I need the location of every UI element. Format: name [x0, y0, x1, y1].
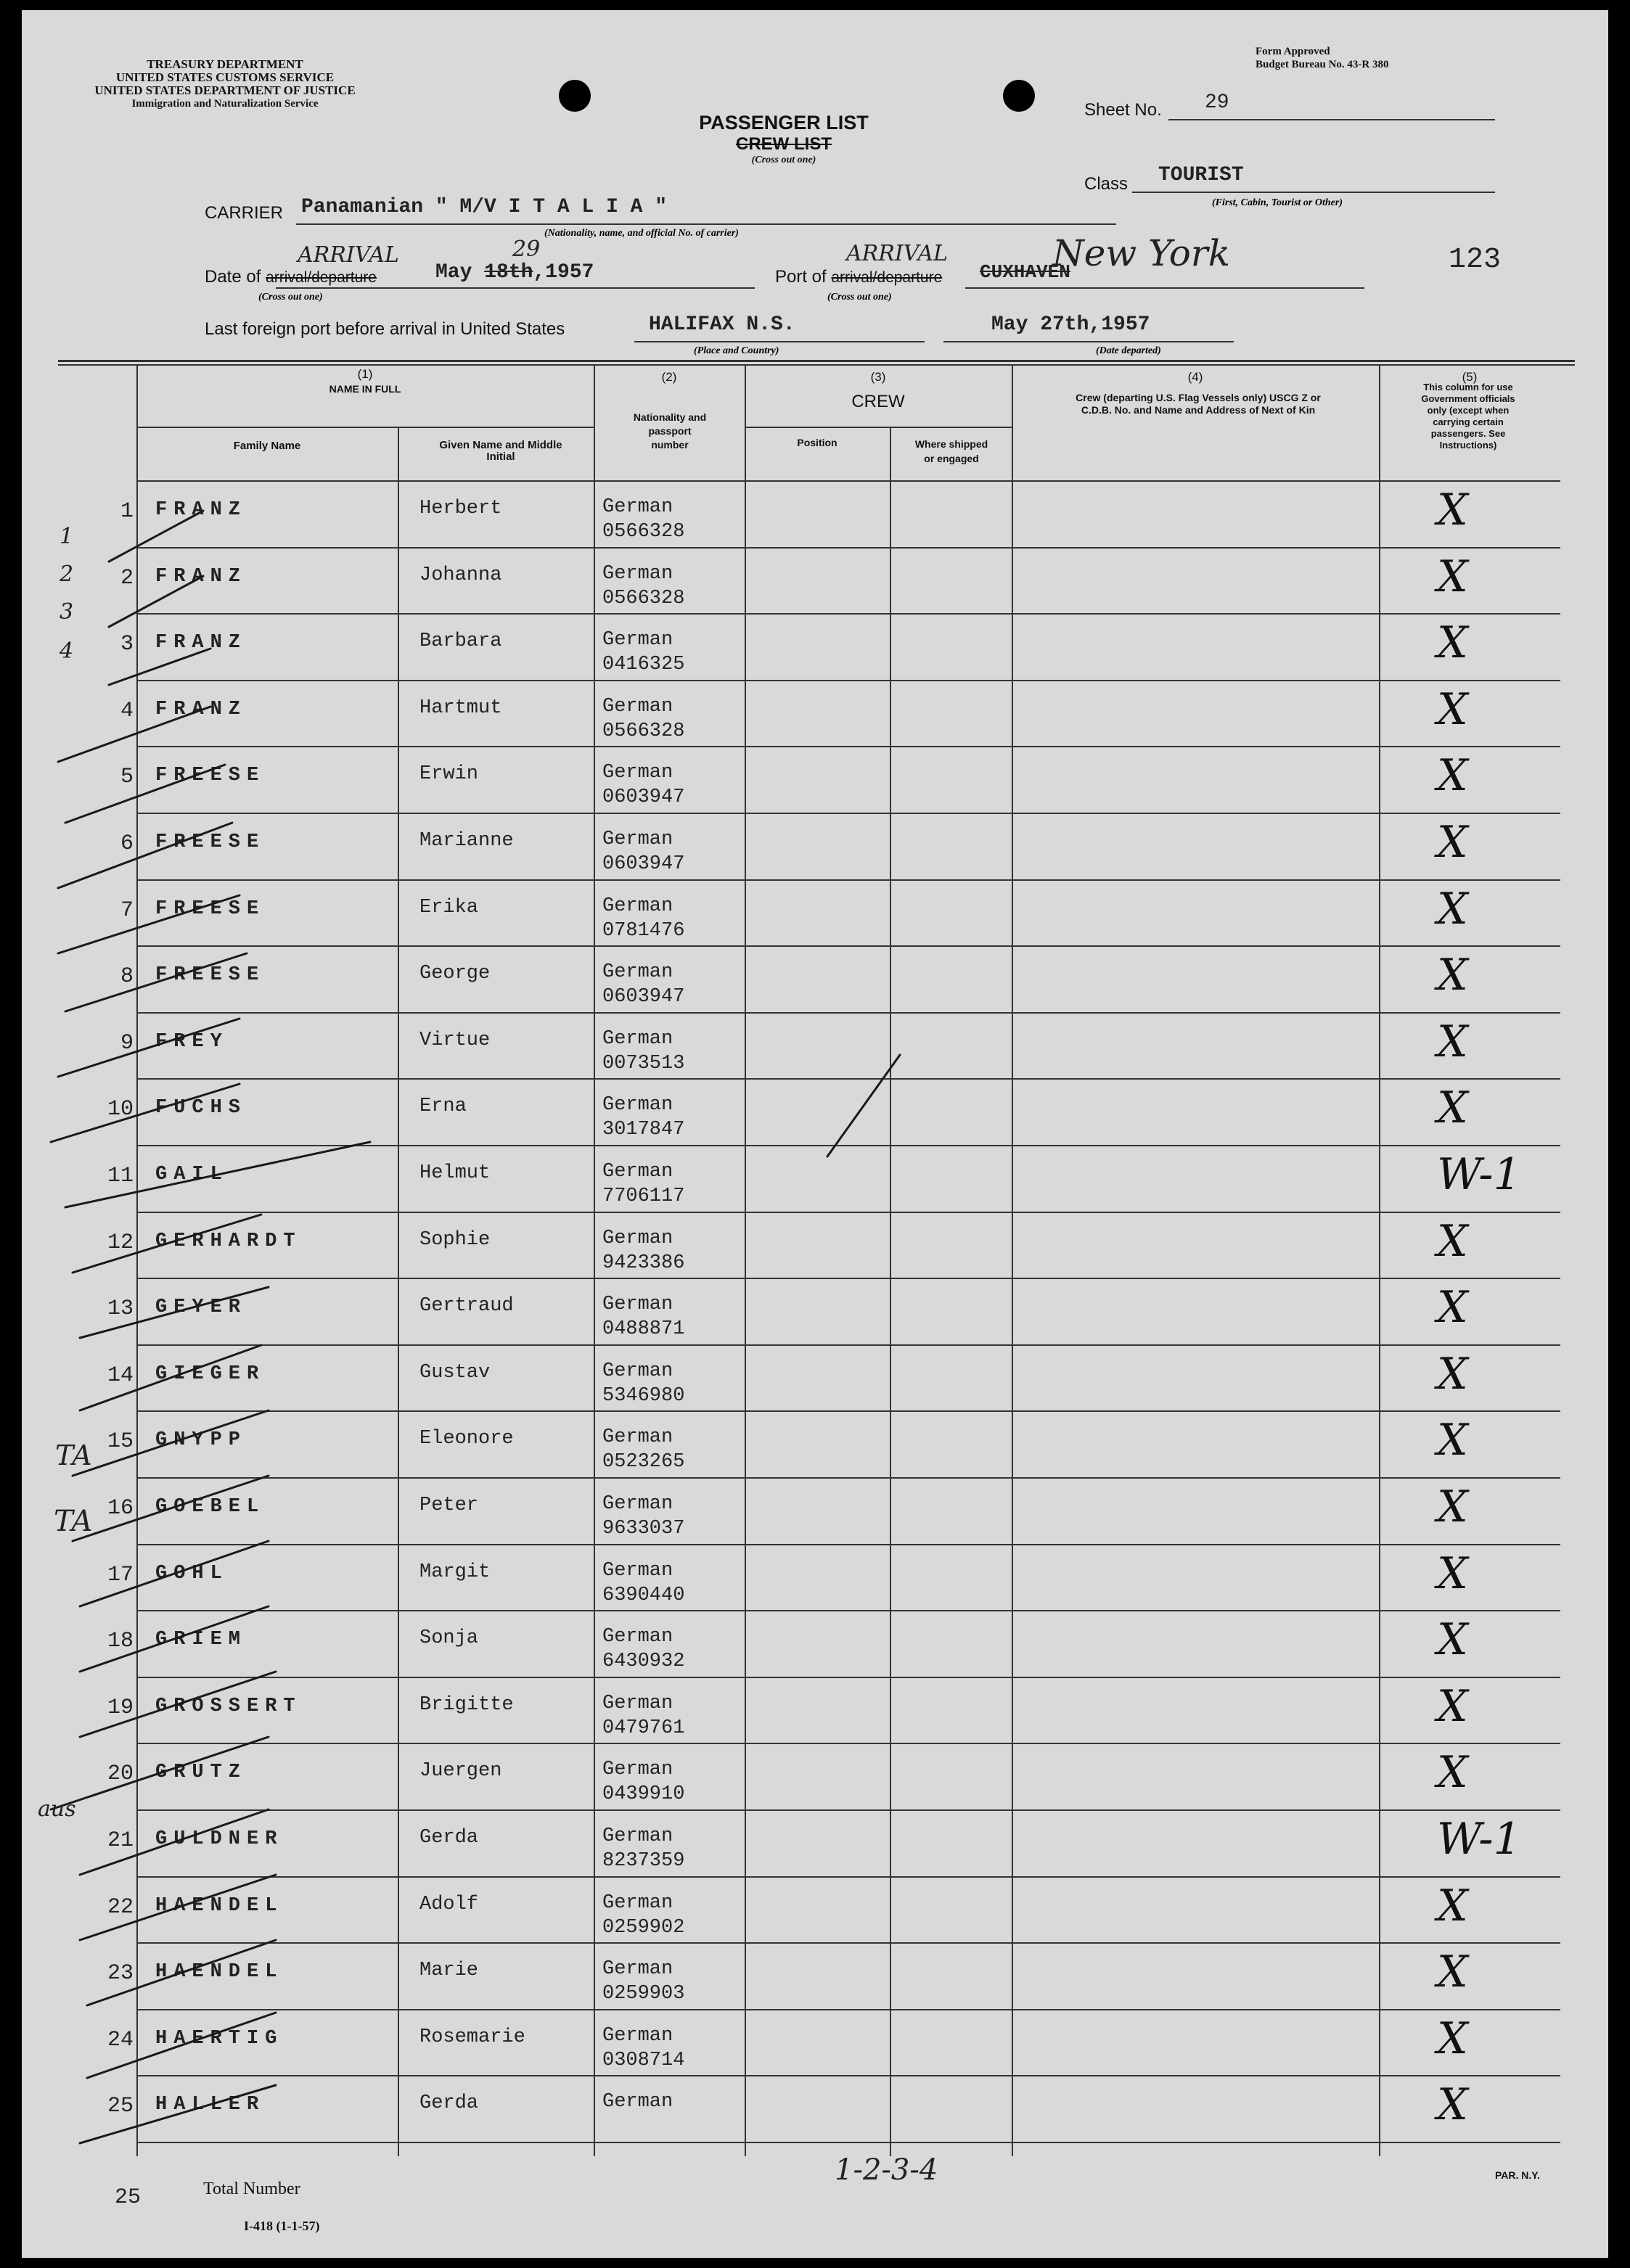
passport-number: 0259902 — [602, 1917, 685, 1939]
page-number: 123 — [1449, 244, 1502, 276]
departed-value: May 27th,1957 — [991, 313, 1150, 336]
form-approved-line: Form Approved — [1256, 46, 1330, 57]
official-mark: X — [1437, 950, 1468, 1001]
given-name: Peter — [419, 1495, 479, 1516]
sheet-label: Sheet No. — [1084, 100, 1162, 120]
title-note: (Cross out one) — [751, 155, 816, 165]
family-name: GRIEM — [155, 1629, 247, 1651]
row-number: 2 — [120, 566, 134, 591]
official-mark: X — [1437, 1681, 1468, 1732]
passenger-list-form — [22, 10, 1608, 2258]
given-name: George — [419, 963, 491, 985]
given-name: Helmut — [419, 1162, 491, 1184]
passport-number: 6430932 — [602, 1651, 685, 1672]
family-name: GULDNER — [155, 1828, 284, 1850]
date-hand-note: ARRIVAL — [298, 242, 399, 268]
nationality: German — [602, 895, 673, 917]
given-name: Sonja — [419, 1627, 479, 1649]
official-mark: X — [1437, 2013, 1468, 2064]
family-name: FRANZ — [155, 499, 247, 521]
col1-given-header: Given Name and Middle Initial — [439, 439, 562, 463]
family-name: HALLER — [155, 2094, 266, 2116]
family-name: FREESE — [155, 765, 266, 786]
given-name: Erna — [419, 1096, 467, 1117]
nationality: German — [602, 1360, 673, 1382]
given-name: Sophie — [419, 1229, 491, 1251]
form-approved-line: Budget Bureau No. 43-R 380 — [1256, 59, 1389, 70]
passport-number: 0439910 — [602, 1783, 685, 1805]
official-mark: X — [1437, 1082, 1468, 1133]
family-name: GERHARDT — [155, 1230, 302, 1252]
col4-header: Crew (departing U.S. Flag Vessels only) USCG Z or C.D.B. No. and Name and Address of Next of Kin — [1076, 392, 1321, 416]
date-year: ,1957 — [533, 261, 594, 284]
family-name: HAERTIG — [155, 2028, 284, 2050]
nationality: German — [602, 1958, 673, 1980]
sheet-value: 29 — [1205, 91, 1229, 114]
given-name: Margit — [419, 1561, 491, 1583]
row-number: 22 — [107, 1895, 134, 1920]
nationality: German — [602, 1626, 673, 1648]
passport-number: 0781476 — [602, 920, 685, 942]
passport-number: 5346980 — [602, 1385, 685, 1407]
nationality: German — [602, 563, 673, 585]
col1-num: (1) — [357, 367, 373, 381]
row-number: 9 — [120, 1031, 134, 1056]
date-label-text: Date of — [205, 267, 261, 287]
row-number: 17 — [107, 1563, 134, 1587]
margin-note: 1 — [60, 524, 74, 549]
last-port-value: HALIFAX N.S. — [649, 313, 795, 336]
departed-note: (Date departed) — [1096, 345, 1161, 356]
official-mark: W-1 — [1437, 1814, 1521, 1865]
nationality: German — [602, 496, 673, 518]
class-label: Class — [1084, 174, 1129, 194]
official-mark: X — [1437, 1482, 1468, 1532]
family-name: HAENDEL — [155, 1895, 284, 1917]
row-number: 3 — [120, 632, 134, 657]
tally-slashes — [22, 10, 1608, 2258]
official-mark: X — [1437, 684, 1468, 735]
family-name: FREESE — [155, 898, 266, 920]
row-number: 1 — [120, 499, 134, 524]
official-mark: X — [1437, 2079, 1468, 2130]
family-name: FUCHS — [155, 1097, 247, 1119]
port-label-text: Port of — [775, 267, 827, 287]
margin-note: TA — [54, 1505, 93, 1538]
official-mark: X — [1437, 1415, 1468, 1466]
passport-number: 0566328 — [602, 521, 685, 543]
nationality: German — [602, 1294, 673, 1315]
class-note: (First, Cabin, Tourist or Other) — [1212, 197, 1343, 208]
nationality: German — [602, 2091, 673, 2113]
agency-line: Immigration and Naturalization Service — [131, 98, 319, 110]
total-value: 25 — [115, 2185, 142, 2210]
passport-number: 0603947 — [602, 986, 685, 1008]
passport-number: 0566328 — [602, 588, 685, 609]
margin-note: aus — [38, 1796, 76, 1822]
passport-number: 3017847 — [602, 1119, 685, 1141]
official-mark: X — [1437, 1016, 1468, 1067]
passport-number: 0308714 — [602, 2050, 685, 2071]
family-name: HAENDEL — [155, 1961, 284, 1983]
official-mark: X — [1437, 1548, 1468, 1599]
row-number: 8 — [120, 964, 134, 989]
title-crew-struck: CREW LIST — [736, 134, 832, 154]
form-id: I-418 (1-1-57) — [244, 2219, 320, 2233]
port-label-struck: arrival/departure — [831, 269, 943, 286]
printer-mark: PAR. N.Y. — [1495, 2169, 1540, 2181]
official-mark: X — [1437, 1216, 1468, 1267]
row-number: 20 — [107, 1762, 134, 1786]
family-name: FRANZ — [155, 699, 247, 720]
row-number: 24 — [107, 2028, 134, 2053]
nationality: German — [602, 829, 673, 850]
nationality: German — [602, 1493, 673, 1515]
official-mark: X — [1437, 617, 1468, 668]
nationality: German — [602, 1693, 673, 1714]
family-name: FRANZ — [155, 632, 247, 654]
nationality: German — [602, 762, 673, 784]
passport-number: 0603947 — [602, 786, 685, 808]
passport-number: 9423386 — [602, 1252, 685, 1274]
nationality: German — [602, 1028, 673, 1050]
given-name: Brigitte — [419, 1694, 514, 1716]
passport-number: 9633037 — [602, 1518, 685, 1540]
row-number: 7 — [120, 898, 134, 923]
row-number: 10 — [107, 1097, 134, 1122]
passport-number: 0259903 — [602, 1983, 685, 2005]
family-name: FREESE — [155, 831, 266, 853]
given-name: Gerda — [419, 1827, 479, 1849]
official-mark: X — [1437, 1282, 1468, 1333]
port-value-struck: CUXHAVEN — [980, 261, 1070, 283]
col3-header: CREW — [851, 392, 905, 411]
family-name: FREESE — [155, 964, 266, 986]
agency-line: UNITED STATES DEPARTMENT OF JUSTICE — [94, 83, 356, 97]
given-name: Barbara — [419, 630, 502, 652]
given-name: Erika — [419, 897, 479, 919]
passport-number: 0479761 — [602, 1717, 685, 1739]
nationality: German — [602, 1228, 673, 1249]
carrier-value: Panamanian " M/V I T A L I A " — [301, 196, 668, 218]
family-name: GOEBEL — [155, 1496, 266, 1518]
col3-where: Where shipped or engaged — [914, 438, 988, 464]
col2-num: (2) — [661, 370, 677, 384]
given-name: Herbert — [419, 498, 502, 519]
row-number: 4 — [120, 699, 134, 723]
passport-number: 0523265 — [602, 1451, 685, 1473]
footer-hand-note: 1-2-3-4 — [835, 2153, 938, 2187]
nationality: German — [602, 1892, 673, 1914]
official-mark: X — [1437, 551, 1468, 602]
official-mark: X — [1437, 1881, 1468, 1931]
given-name: Johanna — [419, 564, 502, 586]
family-name: GAIL — [155, 1164, 229, 1186]
col1-title: NAME IN FULL — [329, 383, 401, 395]
margin-note: 4 — [60, 638, 74, 664]
nationality: German — [602, 1560, 673, 1582]
passport-number: 0566328 — [602, 720, 685, 742]
family-name: GNYPP — [155, 1429, 247, 1451]
row-number: 25 — [107, 2094, 134, 2119]
official-mark: X — [1437, 750, 1468, 801]
nationality: German — [602, 961, 673, 983]
last-port-label: Last foreign port before arrival in United States — [205, 319, 565, 339]
nationality: German — [602, 1825, 673, 1847]
row-number: 11 — [107, 1164, 134, 1188]
given-name: Rosemarie — [419, 2026, 525, 2048]
col5-num: (5) — [1462, 370, 1478, 384]
col4-num: (4) — [1187, 370, 1203, 384]
row-number: 21 — [107, 1828, 134, 1853]
agency-line: TREASURY DEPARTMENT — [147, 57, 303, 71]
given-name: Adolf — [419, 1894, 479, 1915]
family-name: GEYER — [155, 1297, 247, 1318]
col5-header: This column for use Government officials only (except when carrying certain passengers. See Instructions) — [1421, 382, 1515, 451]
carrier-note: (Nationality, name, and official No. of carrier) — [544, 228, 739, 239]
title-passenger: PASSENGER LIST — [699, 112, 869, 133]
row-number: 18 — [107, 1629, 134, 1653]
passport-number: 8237359 — [602, 1850, 685, 1872]
total-label: Total Number — [203, 2179, 300, 2198]
given-name: Eleonore — [419, 1428, 514, 1450]
passport-number: 0603947 — [602, 853, 685, 875]
official-mark: X — [1437, 1614, 1468, 1665]
nationality: German — [602, 1161, 673, 1183]
row-number: 5 — [120, 765, 134, 789]
row-number: 12 — [107, 1230, 134, 1255]
carrier-label: CARRIER — [205, 203, 284, 223]
passport-number: 6390440 — [602, 1585, 685, 1606]
port-note: (Cross out one) — [827, 292, 892, 303]
given-name: Marie — [419, 1960, 479, 1981]
family-name: GIEGER — [155, 1363, 266, 1385]
family-name: GROSSERT — [155, 1696, 302, 1717]
margin-note: 2 — [60, 562, 74, 587]
given-name: Gerda — [419, 2092, 479, 2114]
row-number: 14 — [107, 1363, 134, 1388]
col2-header: Nationality and passport number — [633, 411, 707, 451]
agency-line: UNITED STATES CUSTOMS SERVICE — [115, 70, 335, 84]
family-name: GOHL — [155, 1563, 229, 1585]
passport-number: 0073513 — [602, 1053, 685, 1075]
date-day-struck: 18th — [484, 261, 533, 284]
row-number: 19 — [107, 1696, 134, 1720]
official-mark: X — [1437, 485, 1468, 535]
given-name: Gertraud — [419, 1295, 514, 1317]
given-name: Virtue — [419, 1030, 491, 1051]
margin-note: TA — [55, 1439, 92, 1471]
nationality: German — [602, 1426, 673, 1448]
row-number: 13 — [107, 1297, 134, 1321]
row-number: 6 — [120, 831, 134, 856]
last-port-note: (Place and Country) — [694, 345, 779, 356]
official-mark: X — [1437, 817, 1468, 868]
passport-number: 0416325 — [602, 654, 685, 675]
row-number: 23 — [107, 1961, 134, 1986]
official-mark: X — [1437, 1349, 1468, 1400]
nationality: German — [602, 629, 673, 651]
given-name: Juergen — [419, 1760, 502, 1782]
margin-note: 3 — [60, 599, 74, 625]
col1-family-header: Family Name — [233, 440, 301, 452]
family-name: GRUTZ — [155, 1762, 247, 1783]
col3-num: (3) — [870, 370, 886, 384]
nationality: German — [602, 696, 673, 718]
given-name: Hartmut — [419, 697, 502, 719]
passport-number: 0488871 — [602, 1318, 685, 1340]
nationality: German — [602, 1759, 673, 1780]
row-number: 15 — [107, 1429, 134, 1454]
passport-number: 7706117 — [602, 1186, 685, 1207]
given-name: Gustav — [419, 1362, 491, 1384]
date-month: May — [435, 261, 472, 284]
official-mark: X — [1437, 1747, 1468, 1798]
col3-position: Position — [797, 437, 837, 448]
class-value: TOURIST — [1158, 164, 1244, 186]
port-hand-value: New York — [1052, 232, 1230, 274]
date-hand-day: 29 — [512, 237, 541, 262]
port-hand-note: ARRIVAL — [846, 241, 948, 266]
date-label-struck: arrival/departure — [266, 269, 377, 286]
nationality: German — [602, 1094, 673, 1116]
given-name: Erwin — [419, 763, 479, 785]
given-name: Marianne — [419, 830, 514, 852]
family-name: FRANZ — [155, 566, 247, 588]
official-mark: X — [1437, 884, 1468, 934]
date-note: (Cross out one) — [258, 292, 323, 303]
family-name: FREY — [155, 1031, 229, 1053]
official-mark: W-1 — [1437, 1149, 1521, 1200]
nationality: German — [602, 2025, 673, 2047]
row-number: 16 — [107, 1496, 134, 1521]
official-mark: X — [1437, 1947, 1468, 1997]
